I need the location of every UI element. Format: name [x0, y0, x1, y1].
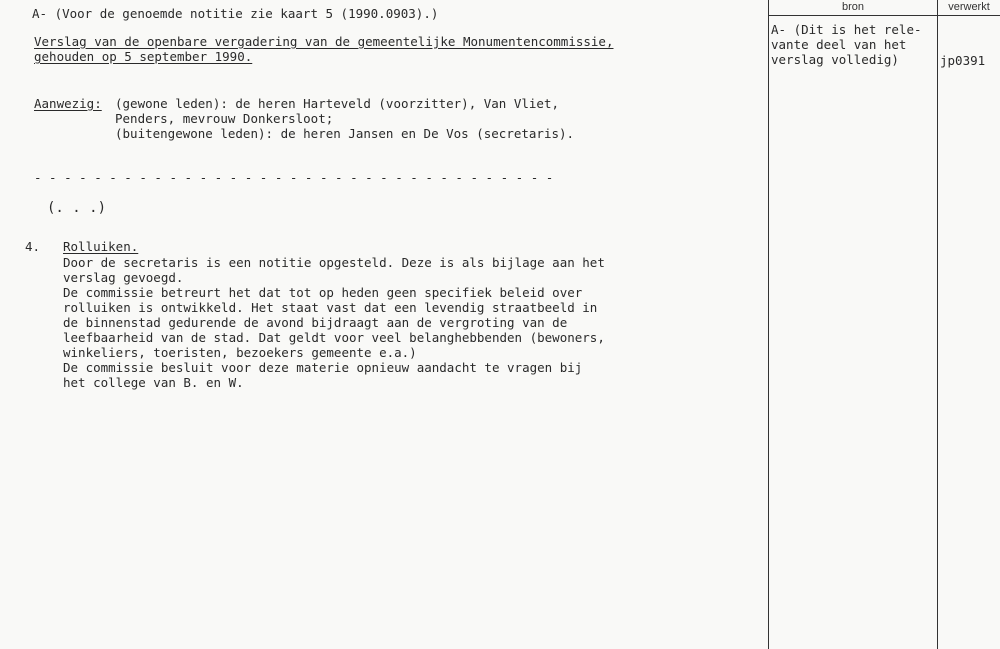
item-body-line: verslag gevoegd.	[63, 270, 184, 285]
item-body-line: leefbaarheid van de stad. Dat geldt voor veel belanghebbenden (bewoners,	[63, 330, 605, 345]
reference-note: A- (Voor de genoemde notitie zie kaart 5 (1990.0903).)	[32, 6, 439, 21]
index-divider-right	[937, 0, 938, 649]
item-body-line: de binnenstad gedurende de avond bijdraagt aan de vergroting van de	[63, 315, 568, 330]
attendance-line-1: (gewone leden): de heren Harteveld (voorzitter), Van Vliet,	[115, 96, 560, 111]
verwerkt-code: jp0391	[940, 53, 986, 68]
section-separator: - - - - - - - - - - - - - - - - - - - - - - - - - - - - - - - - - - -	[34, 170, 554, 185]
document-title-line-2: gehouden op 5 september 1990.	[34, 49, 253, 64]
document-title-line-1: Verslag van de openbare vergadering van de gemeentelijke Monumentencommissie,	[34, 34, 614, 49]
item-heading: Rolluiken.	[63, 239, 139, 254]
item-number: 4.	[25, 239, 41, 254]
attendance-label: Aanwezig:	[34, 96, 102, 111]
item-body-line: De commissie betreurt het dat tot op heden geen specifiek beleid over	[63, 285, 583, 300]
column-header-bron: bron	[841, 1, 865, 13]
column-header-verwerkt: verwerkt	[948, 1, 990, 13]
item-body-line: Door de secretaris is een notitie opgesteld. Deze is als bijlage aan het	[63, 255, 605, 270]
item-body-line: rolluiken is ontwikkeld. Het staat vast dat een levendig straatbeeld in	[63, 300, 598, 315]
bron-note	[771, 22, 922, 67]
bron-note-line: A- (Dit is het rele-	[771, 22, 922, 37]
index-divider-left	[768, 0, 769, 649]
attendance-line-3: (buitengewone leden): de heren Jansen en De Vos (secretaris).	[115, 126, 575, 141]
item-body-line: winkeliers, toeristen, bezoekers gemeente e.a.)	[63, 345, 417, 360]
attendance-line-2: Penders, mevrouw Donkersloot;	[115, 111, 334, 126]
ellipsis-marker: (. . .)	[47, 200, 107, 216]
bron-note-line: vante deel van het	[771, 37, 907, 52]
index-header-rule	[768, 15, 1000, 16]
item-body-line: het college van B. en W.	[63, 375, 244, 390]
item-body-line: De commissie besluit voor deze materie opnieuw aandacht te vragen bij	[63, 360, 583, 375]
item-body	[63, 255, 605, 390]
bron-note-line: verslag volledig)	[771, 52, 899, 67]
